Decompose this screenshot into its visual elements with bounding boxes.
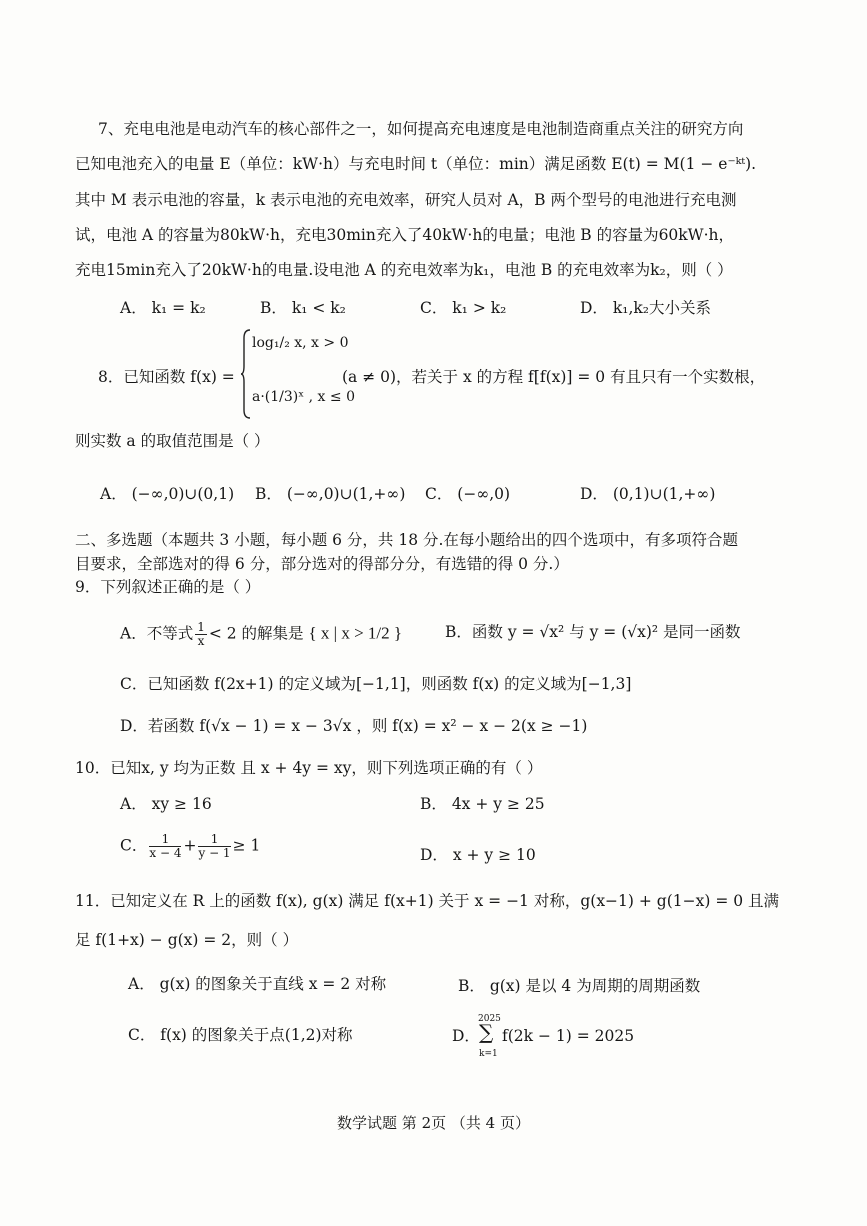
- q9-option-a: [120, 621, 402, 648]
- q8-case1: log₁/₂ x, x > 0: [252, 335, 349, 351]
- section2-line2: 目要求，全部选对的得 6 分，部分选对的得部分分，有选错的得 0 分.）: [75, 555, 569, 573]
- q10-option-d: D． x + y ≥ 10: [420, 846, 536, 864]
- q8-suffix: (a ≠ 0)，若关于 x 的方程 f[f(x)] = 0 有且只有一个实数根，: [342, 368, 766, 386]
- q10-option-c-suffix: ≥ 1: [232, 836, 261, 855]
- q9-option-a-fraction: [195, 621, 207, 648]
- q11-line1: 11．已知定义在 R 上的函数 f(x), g(x) 满足 f(x+1) 关于 x = −1 对称，g(x−1) + g(1−x) = 0 且满: [75, 892, 780, 910]
- q7-line3: 其中 M 表示电池的容量，k 表示电池的充电效率，研究人员对 A，B 两个型号的电池进行充电测: [75, 191, 737, 209]
- q9-option-a-set: { x | x > 1/2 }: [308, 623, 403, 643]
- q7-option-b: B． k₁ < k₂: [260, 299, 346, 317]
- q7-line1: 7、充电电池是电动汽车的核心部件之一，如何提高充电速度是电池制造商重点关注的研究方向: [98, 120, 744, 138]
- q10-option-c-denominator2: y − 1: [198, 846, 231, 860]
- q8-option-b: B． (−∞,0)∪(1,+∞): [255, 485, 406, 503]
- q9-option-a-prefix: A．不等式: [120, 624, 194, 643]
- q8-option-d: D． (0,1)∪(1,+∞): [580, 485, 716, 503]
- q10-option-b: B． 4x + y ≥ 25: [420, 795, 545, 813]
- q7-line4: 试，电池 A 的容量为80kW·h，充电30min充入了40kW·h的电量；电池 B 的容量为60kW·h，: [75, 226, 735, 244]
- q8-piecewise-brace: [240, 328, 252, 420]
- q7-option-c: C． k₁ > k₂: [420, 299, 507, 317]
- q9-option-c: C．已知函数 f(2x+1) 的定义域为[−1,1]，则函数 f(x) 的定义域为[−1,3]: [120, 675, 632, 693]
- q9-option-a-denominator: x: [197, 634, 205, 648]
- q11-option-c: C． f(x) 的图象关于点(1,2)对称: [128, 1026, 353, 1044]
- q7-option-a: A． k₁ = k₂: [120, 299, 206, 317]
- q10-option-c-fraction1: [149, 833, 181, 860]
- q10-option-c-prefix: C．: [120, 836, 148, 855]
- q11-option-a: A． g(x) 的图象关于直线 x = 2 对称: [128, 975, 387, 993]
- q8-option-a: A． (−∞,0)∪(0,1): [100, 485, 235, 503]
- q9-option-a-numerator: 1: [197, 620, 205, 634]
- q7-line2: 已知电池充入的电量 E（单位：kW·h）与充电时间 t（单位：min）满足函数 E(t) = M(1 − e⁻ᵏᵗ).: [75, 155, 757, 173]
- q10-option-c-denominator1: x − 4: [149, 846, 182, 860]
- q10-option-a: A． xy ≥ 16: [120, 795, 212, 813]
- q10-option-c-numerator2: 1: [198, 833, 230, 847]
- q11-option-d-lower-limit: k=1: [479, 1049, 498, 1059]
- q9-option-b: B．函数 y = √x² 与 y = (√x)² 是同一函数: [445, 623, 741, 641]
- page-footer: 数学试题 第 2页 （共 4 页）: [337, 1114, 530, 1132]
- q9-option-a-middle: < 2 的解集是: [208, 624, 304, 643]
- q9-option-d: D．若函数 f(√x − 1) = x − 3√x ，则 f(x) = x² − x − 2(x ≥ −1): [120, 717, 588, 735]
- q11-option-d-sigma: ∑: [479, 1020, 494, 1044]
- section2-line1: 二、多选题（本题共 3 小题，每小题 6 分，共 18 分.在每小题给出的四个选项中，有多项符合题: [75, 531, 738, 549]
- q10-option-c: C． $\frac{1}{x - 4}$ + $\frac{1}{y - 1}$ ≥ 1: [120, 832, 261, 860]
- q8-line2: 则实数 a 的取值范围是（ ）: [75, 432, 270, 450]
- q7-option-d: D． k₁,k₂大小关系: [580, 299, 711, 317]
- q11-option-d-prefix: D．: [452, 1027, 480, 1045]
- q8-option-c: C． (−∞,0): [425, 485, 511, 503]
- q11-option-d-upper-limit: 2025: [478, 1014, 501, 1024]
- q11-option-b: B． g(x) 是以 4 为周期的周期函数: [458, 977, 701, 995]
- q11-line2: 足 f(1+x) − g(x) = 2，则（ ）: [75, 931, 299, 949]
- q10-option-c-fraction2: [198, 833, 230, 860]
- q11-option-d-expression: f(2k − 1) = 2025: [502, 1027, 635, 1045]
- q8-case2: a·(1/3)ˣ , x ≤ 0: [252, 389, 355, 405]
- q8-prefix: 8．已知函数 f(x) =: [98, 368, 235, 386]
- q10-option-c-numerator1: 1: [149, 833, 181, 847]
- q7-line5: 充电15min充入了20kW·h的电量.设电池 A 的充电效率为k₁，电池 B 的充电效率为k₂，则（ ）: [75, 261, 733, 279]
- q9-stem: 9．下列叙述正确的是（ ）: [75, 578, 261, 596]
- q10-stem: 10．已知x, y 均为正数 且 x + 4y = xy，则下列选项正确的有（ ）: [75, 759, 543, 777]
